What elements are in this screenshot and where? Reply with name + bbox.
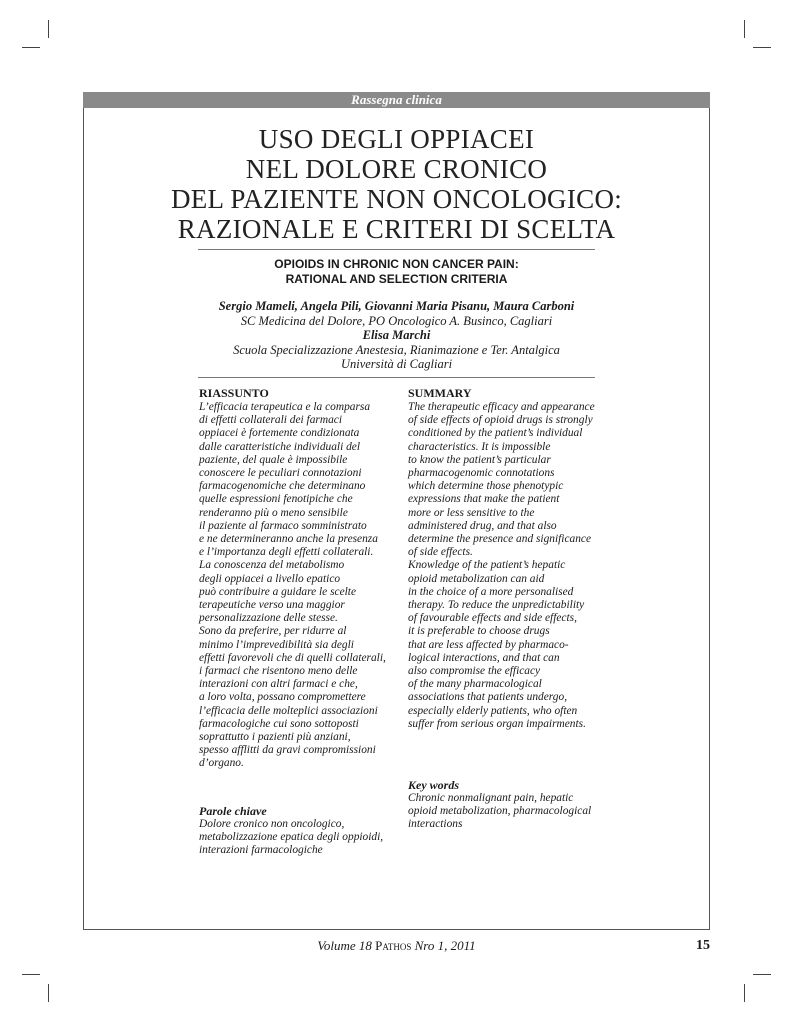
crop-mark (753, 974, 771, 975)
text-line: personalizzazione delle stesse. (199, 612, 338, 625)
crop-mark (22, 974, 40, 975)
page-number: 15 (696, 938, 710, 953)
text-line: soprattutto i pazienti più anziani, (199, 731, 351, 744)
text-line: dalle caratteristiche individuali del (199, 440, 361, 453)
page-footer (83, 938, 710, 954)
text-line: i farmaci che risentono meno delle (199, 665, 358, 678)
journal-name: Pathos (375, 938, 412, 953)
text-line: suffer from serious organ impairments. (408, 717, 586, 730)
author-block (100, 299, 693, 372)
text-line: d’organo. (199, 757, 244, 770)
text-line: The therapeutic efficacy and appearance (408, 401, 595, 413)
crop-mark (48, 984, 49, 1002)
author-affiliation: Università di Cagliari (340, 357, 453, 371)
riassunto-column (199, 386, 409, 771)
text-line: a loro volta, possano compromettere (199, 691, 366, 704)
text-line: e l’importanza degli effetti collaterali. (199, 546, 374, 559)
text-line: e ne determineranno anche la presenza (199, 533, 378, 546)
parole-chiave-block (199, 804, 409, 858)
text-line: Knowledge of the patient’s hepatic (408, 559, 566, 572)
key-words-heading: Key words (408, 778, 459, 792)
text-line: Dolore cronico non oncologico, (199, 818, 345, 830)
crop-mark (48, 20, 49, 38)
riassunto-body (199, 401, 409, 771)
text-line: it is preferable to choose drugs (408, 625, 550, 638)
author-affiliation: SC Medicina del Dolore, PO Oncologico A. Businco, Cagliari (240, 313, 553, 328)
issue: Nro 1, 2011 (414, 938, 476, 953)
text-line: of favourable effects and side effects, (408, 612, 577, 625)
text-line: conoscere le peculiari connotazioni (199, 467, 362, 480)
text-line: minimo l’imprevedibilità sia degli (199, 638, 354, 651)
text-line: of side effects of opioid drugs is strongly (408, 414, 593, 427)
english-title (100, 257, 693, 287)
title-divider (198, 249, 595, 250)
text-line: renderanno più o meno sensibile (199, 506, 348, 519)
text-line: therapy. To reduce the unpredictability (408, 599, 585, 612)
key-words-block (408, 778, 618, 832)
text-line: quelle espressioni fenotipiche che (199, 493, 353, 506)
journal-citation (83, 938, 710, 954)
parole-chiave-body (199, 818, 409, 858)
title-line: RAZIONALE E CRITERI DI SCELTA (177, 214, 616, 244)
text-line: administered drug, and that also (408, 519, 557, 532)
author-names: Sergio Mameli, Angela Pili, Giovanni Maria Pisanu, Maura Carboni (218, 299, 575, 313)
text-line: opioid metabolization, pharmacological (408, 805, 592, 818)
text-line: to know the patient’s particular (408, 453, 551, 466)
text-line: more or less sensitive to the (408, 506, 535, 519)
text-line: pharmacogenomic connotations (408, 467, 555, 480)
riassunto-heading: RIASSUNTO (199, 386, 269, 400)
text-line: also compromise the efficacy (408, 665, 541, 678)
text-line: il paziente al farmaco somministrato (199, 519, 367, 532)
key-words-body (408, 792, 618, 832)
subtitle-line: OPIOIDS IN CHRONIC NON CANCER PAIN: (274, 257, 519, 271)
text-line: that are less affected by pharmaco- (408, 638, 569, 651)
text-line: of side effects. (408, 546, 473, 559)
text-line: terapeutiche verso una maggior (199, 599, 345, 612)
crop-mark (744, 984, 745, 1002)
title-line: USO DEGLI OPPIACEI (258, 124, 535, 154)
title-line: NEL DOLORE CRONICO (245, 154, 548, 184)
text-line: Chronic nonmalignant pain, hepatic (408, 792, 574, 804)
author-name: Elisa Marchi (362, 328, 431, 342)
text-line: farmacogenomiche che determinano (199, 480, 366, 493)
text-line: Sono da preferire, per ridurre al (199, 625, 347, 638)
text-line: La conoscenza del metabolismo (199, 559, 345, 572)
summary-heading: SUMMARY (408, 386, 472, 400)
text-line: characteristics. It is impossible (408, 440, 551, 453)
text-line: paziente, del quale è impossibile (199, 453, 348, 466)
text-line: of the many pharmacological (408, 678, 542, 691)
text-line: degli oppiacei a livello epatico (199, 572, 341, 585)
crop-mark (22, 47, 40, 48)
authors-divider (198, 377, 595, 378)
text-line: effetti favorevoli che di quelli collaterali, (199, 651, 386, 664)
summary-body (408, 401, 618, 731)
text-line: spesso afflitti da gravi compromissioni (199, 744, 376, 757)
title-line: DEL PAZIENTE NON ONCOLOGICO: (170, 184, 623, 214)
text-line: interazioni con altri farmaci e che, (199, 678, 358, 691)
text-line: opioid metabolization can aid (408, 572, 545, 585)
text-line: which determine those phenotypic (408, 480, 564, 493)
text-line: L’efficacia terapeutica e la comparsa (199, 401, 371, 413)
volume: Volume 18 (317, 938, 372, 953)
summary-column (408, 386, 618, 731)
text-line: especially elderly patients, who often (408, 704, 578, 717)
crop-mark (744, 20, 745, 38)
text-line: di effetti collaterali dei farmaci (199, 414, 342, 427)
section-header: Rassegna clinica (83, 92, 710, 108)
parole-chiave-heading: Parole chiave (199, 804, 267, 818)
text-line: oppiacei è fortemente condizionata (199, 427, 360, 440)
text-line: interactions (408, 818, 463, 831)
subtitle-line: RATIONAL AND SELECTION CRITERIA (285, 272, 508, 286)
text-line: l’efficacia delle molteplici associazioni (199, 704, 378, 717)
text-line: associations that patients undergo, (408, 691, 568, 704)
text-line: in the choice of a more personalised (408, 585, 574, 598)
text-line: conditioned by the patient’s individual (408, 427, 583, 440)
text-line: farmacologiche cui sono sottoposti (199, 717, 359, 730)
text-line: può contribuire a guidare le scelte (199, 585, 357, 598)
text-line: determine the presence and significance (408, 533, 592, 546)
article-title (100, 124, 693, 244)
text-line: logical interactions, and that can (408, 651, 560, 664)
text-line: expressions that make the patient (408, 493, 560, 506)
crop-mark (753, 47, 771, 48)
text-line: interazioni farmacologiche (199, 844, 323, 857)
author-affiliation: Scuola Specializzazione Anestesia, Rianimazione e Ter. Antalgica (233, 342, 560, 357)
text-line: metabolizzazione epatica degli oppioidi, (199, 831, 384, 844)
